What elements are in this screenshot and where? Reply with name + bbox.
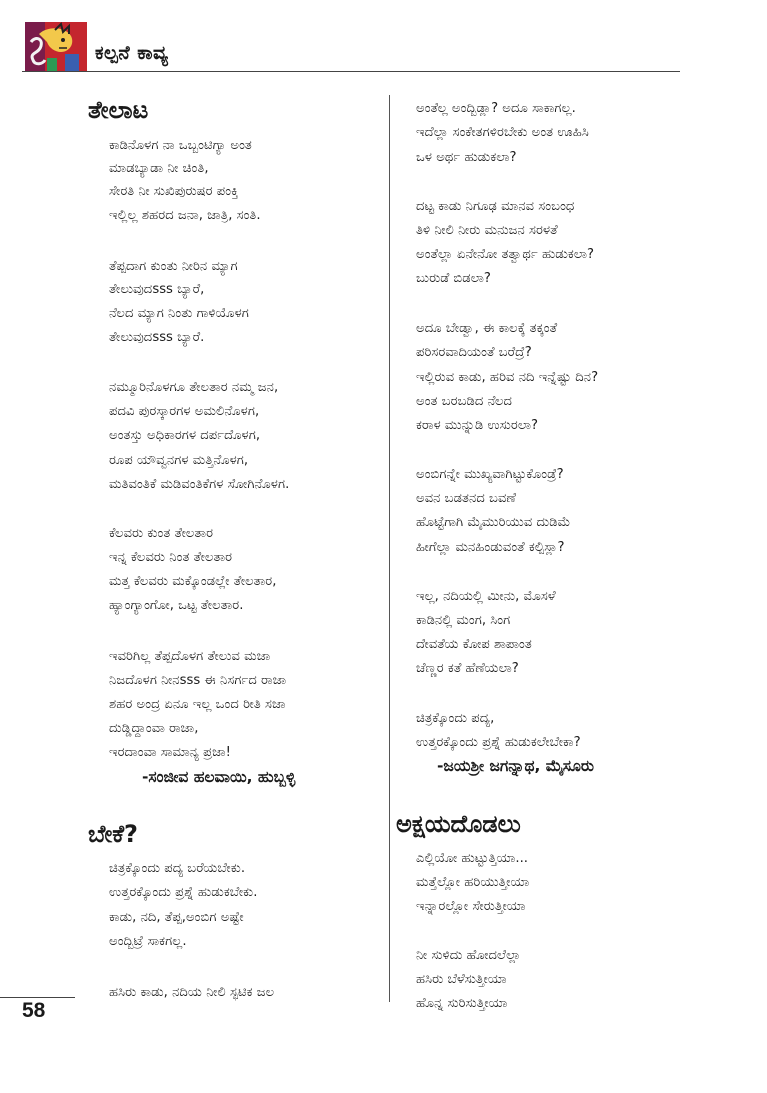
poem-line: ಚಿತ್ರಕ್ಕೊಂದು ಪದ್ಯ ಬರೆಯಬೇಕು.	[109, 861, 246, 876]
poem-line: ಅಂತೆಲ್ಲ ಅಂದ್ಬಿಡ್ಲಾ? ಅದೂ ಸಾಕಾಗಲ್ಲ.	[416, 101, 576, 116]
poem-line: ಇದೆಲ್ಲಾ ಸಂಕೇತಗಳಿರಬೇಕು ಅಂತ ಊಹಿಸಿ	[416, 125, 589, 140]
poem-line: ಹೀಗೆಲ್ಲಾ ಮನಹಿಂಡುವಂತೆ ಕಲ್ಪಿಸ್ಲಾ?	[416, 540, 565, 555]
poem-line: ಅಂಬಿಗನ್ನೇ ಮುಖ್ಯವಾಗಿಟ್ಟುಕೊಂಡ್ರೆ?	[416, 467, 564, 482]
poem-line: ಸೇರತಿ ನೀ ಸುಖಿಪುರುಷರ ಪಂಕ್ತಿ	[109, 184, 239, 199]
poem-line: ತೆಪ್ಪದಾಗ ಕುಂತು ನೀರಿನ ಮ್ಯಾಗ	[109, 259, 238, 274]
poem-line: ಅವನ ಬಡತನದ ಬವಣೆ	[416, 491, 517, 506]
poem-line: ದುಡ್ಡಿದ್ದಾಂವಾ ರಾಜಾ,	[109, 721, 199, 736]
poem-line: ದಟ್ಟ ಕಾಡು ನಿಗೂಢ ಮಾನವ ಸಂಬಂಧ	[416, 199, 575, 214]
magazine-logo	[25, 22, 87, 72]
poem-line: ಕರಾಳ ಮುನ್ನುಡಿ ಉಸುರಲಾ?	[416, 418, 539, 433]
poem-line: ಅಂತೆಲ್ಲಾ ಏನೇನೋ ತತ್ವಾರ್ಥ ಹುಡುಕಲಾ?	[416, 247, 595, 262]
poem-line: ತೇಲುವುದsss ಬ್ಯಾರೆ.	[109, 330, 205, 345]
poem-line: ಒಳ ಅರ್ಥ ಹುಡುಕಲಾ?	[416, 150, 517, 165]
poem-line: ಬುರುಡೆ ಬಿಡಲಾ?	[416, 271, 491, 286]
poem-line: ನಿಜದೊಳಗ ನೀನsss ಈ ನಿಸರ್ಗದ ರಾಜಾ	[109, 673, 287, 688]
poem-line: ಇವರಿಗಿಲ್ಲ ತೆಪ್ಪದೊಳಗ ತೇಲುವ ಮಜಾ	[109, 649, 271, 664]
poem-line: ಅದೂ ಬೇಡ್ವಾ, ಈ ಕಾಲಕ್ಕೆ ತಕ್ಕಂತೆ	[416, 321, 558, 336]
poem-line: ಮಾಡಬ್ಯಾಡಾ ನೀ ಚಿಂತಿ,	[109, 161, 209, 176]
poem-line: ಮತ್ತ ಕೆಲವರು ಮಕ್ಕೊಂಡಲ್ಲೇ ತೇಲತಾರ,	[109, 574, 277, 589]
header-rule	[22, 71, 680, 72]
poem-line: ಪದವಿ ಪುರಸ್ಕಾರಗಳ ಅಮಲಿನೊಳಗ,	[109, 404, 260, 419]
poem-line: ಹ್ಯಾಂಗ್ಯಾಂಗೋ, ಒಟ್ಟ ತೇಲತಾರ.	[109, 598, 244, 613]
poem-line: ಇನ್ನಾರಲ್ಲೋ ಸೇರುತ್ತೀಯಾ	[416, 899, 526, 914]
poem-line: ಕೆಲವರು ಕುಂತ ತೇಲತಾರ	[109, 526, 214, 541]
poem-line: ನೆಲದ ಮ್ಯಾಗ ನಿಂತು ಗಾಳಿಯೊಳಗ	[109, 306, 249, 321]
poem-line: ರೂಪ ಯೌವ್ವನಗಳ ಮತ್ತಿನೊಳಗ,	[109, 453, 249, 468]
poem-line: ದೇವತೆಯ ಕೋಪ ಶಾಪಾಂತ	[416, 637, 532, 652]
page-number: 58	[22, 999, 46, 1022]
poem-line: ಇಲ್ಲ, ನದಿಯಲ್ಲಿ ಮೀನು, ಮೊಸಳೆ	[416, 589, 556, 604]
poem-title-akshayadodalu: ಅಕ್ಷಯದೊಡಲು	[396, 810, 521, 838]
poem-line: ಕಾಡಿನಲ್ಲಿ ಮಂಗ, ಸಿಂಗ	[416, 613, 511, 628]
poem-line: ಕಾಡಿನೊಳಗ ನಾ ಒಬ್ಬಂಟಿಗ್ಯಾ ಅಂತ	[109, 138, 252, 153]
poem-credit: -ಸಂಜೀವ ಹಲವಾಯಿ, ಹುಬ್ಬಳ್ಳಿ	[142, 768, 296, 786]
poem-line: ಅಂದ್ಬಿಟ್ರೆ ಸಾಕಗಲ್ಲ.	[109, 934, 187, 949]
footer-rule	[0, 997, 75, 998]
poem-title-beke: ಬೇಕೆ?	[88, 820, 138, 848]
poem-line: ನೀ ಸುಳಿದು ಹೋದಲೆಲ್ಲಾ	[416, 948, 521, 963]
poem-line: ಪರಿಸರವಾದಿಯಂತೆ ಬರೆದ್ರೆ?	[416, 345, 532, 360]
poem-line: ಮತಿವಂತಿಕೆ ಮಡಿವಂತಿಕೆಗಳ ಸೋಗಿನೊಳಗ.	[109, 477, 290, 492]
poem-line: ಹಸಿರು ಬೆಳೆಸುತ್ತೀಯಾ	[416, 972, 507, 987]
poem-line: ಇರದಾಂವಾ ಸಾಮಾನ್ಯ ಪ್ರಜಾ!	[109, 745, 231, 760]
poem-credit: -ಜಯಶ್ರೀ ಜಗನ್ನಾಥ, ಮೈಸೂರು	[437, 757, 594, 775]
poem-line: ಹೊನ್ನ ಸುರಿಸುತ್ತೀಯಾ	[416, 996, 508, 1011]
poem-line: ತಿಳಿ ನೀಲಿ ನೀರು ಮನುಜನ ಸರಳತೆ	[416, 223, 558, 238]
column-divider	[389, 95, 390, 1002]
poem-line: ಮತ್ತೆಲ್ಲೋ ಹರಿಯುತ್ತೀಯಾ	[416, 875, 530, 890]
poem-line: ಅಂತಸ್ತು ಅಧಿಕಾರಗಳ ದರ್ಪದೊಳಗ,	[109, 428, 261, 443]
poem-line: ಇನ್ನ ಕೆಲವರು ನಿಂತ ತೇಲತಾರ	[109, 550, 233, 565]
poem-line: ಉತ್ತರಕ್ಕೊಂದು ಪ್ರಶ್ನೆ ಹುಡುಕಬೇಕು.	[109, 885, 258, 900]
poem-line: ತೇಲುವುದsss ಬ್ಯಾರೆ,	[109, 282, 205, 297]
poem-line: ಅಂತ ಬರಬಡಿದ ನೆಲದ	[416, 394, 513, 409]
poem-title-telata: ತೇಲಾಟ	[88, 96, 149, 124]
poem-line: ಚಿತ್ರಕ್ಕೊಂದು ಪದ್ಯ,	[416, 711, 495, 726]
poem-line: ಇಲ್ಲಿಲ್ಲ ಶಹರದ ಜನಾ, ಜಾತ್ರಿ, ಸಂತಿ.	[109, 208, 261, 223]
poem-line: ಕಾಡು, ನದಿ, ತೆಪ್ಪ,ಅಂಬಿಗ ಅಷ್ಟೇ	[109, 910, 244, 925]
poem-line: ಎಲ್ಲಿಯೋ ಹುಟ್ಟುತ್ತಿಯಾ...	[416, 851, 528, 866]
poem-line: ಹೊಟ್ಟೆಗಾಗಿ ಮೈಮುರಿಯುವ ದುಡಿಮೆ	[416, 515, 571, 530]
poem-line: ಉತ್ತರಕ್ಕೊಂದು ಪ್ರಶ್ನೆ ಹುಡುಕಲೇಬೇಕಾ?	[416, 735, 581, 750]
section-name: ಕಲ್ಪನೆ ಕಾವ್ಯ	[95, 42, 169, 64]
poem-line: ಶಹರ ಅಂದ್ರ ಏನೂ ಇಲ್ಲ ಒಂದ ರೀತಿ ಸಜಾ	[109, 697, 286, 712]
poem-line: ಚೆಣ್ಣರ ಕತೆ ಹೆಣೆಯಲಾ?	[416, 661, 519, 676]
poem-line: ನಮ್ಮೂರಿನೊಳಗೂ ತೇಲತಾರ ನಮ್ಮ ಜನ,	[109, 380, 279, 395]
poem-line: ಹಸಿರು ಕಾಡು, ನದಿಯ ನೀಲಿ ಸ್ಫಟಿಕ ಜಲ	[109, 985, 275, 1000]
poem-line: ಇಲ್ಲಿರುವ ಕಾಡು, ಹರಿವ ನದಿ ಇನ್ನೆಷ್ಟು ದಿನ?	[416, 370, 599, 385]
